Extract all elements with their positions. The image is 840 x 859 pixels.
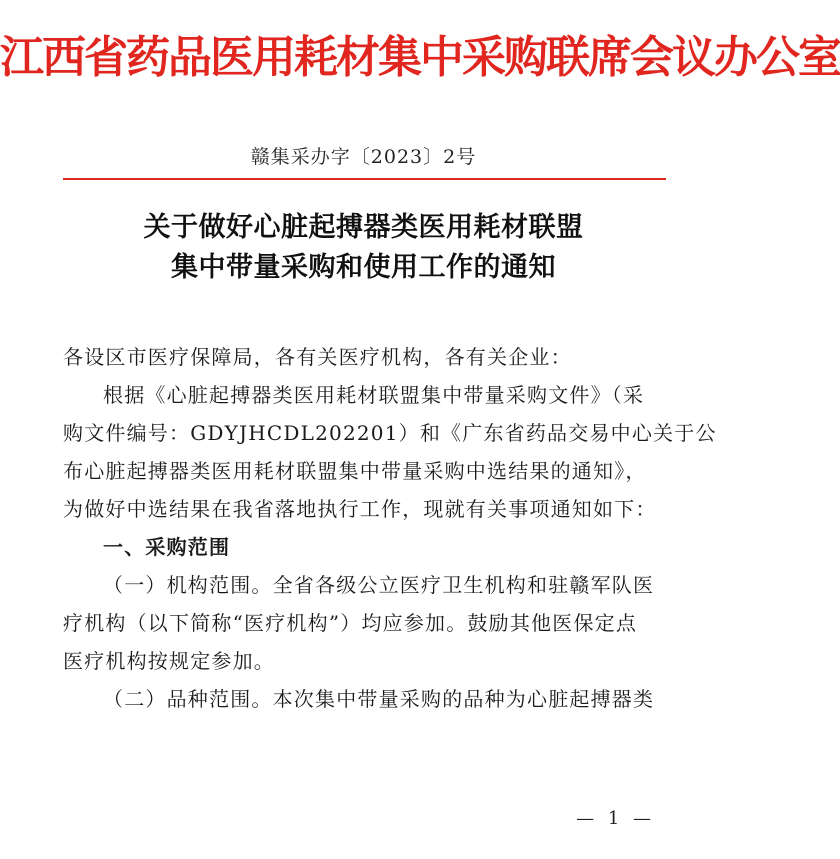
notice-title-line-2: 集中带量采购和使用工作的通知 <box>171 252 556 283</box>
notice-title-line-1: 关于做好心脏起搏器类医用耗材联盟 <box>143 212 584 243</box>
paragraph-1-line: 购文件编号：GDYJHCDL202201）和《广东省药品交易中心关于公 <box>63 421 717 445</box>
red-separator-line <box>63 178 666 180</box>
paragraph-2-line: 医疗机构按规定参加。 <box>63 649 275 673</box>
notice-title <box>0 208 727 288</box>
paragraph-3-line: （二）品种范围。本次集中带量采购的品种为心脏起搏器类 <box>103 687 655 711</box>
paragraph-1-line: 根据《心脏起搏器类医用耗材联盟集中带量采购文件》（采 <box>103 383 645 407</box>
paragraph-1-line: 为做好中选结果在我省落地执行工作，现就有关事项通知如下： <box>63 497 657 521</box>
section-heading: 一、采购范围 <box>103 535 231 559</box>
document-number: 赣集采办字〔2023〕2号 <box>250 146 477 168</box>
paragraph-2-line: 疗机构（以下简称“医疗机构”）均应参加。鼓励其他医保定点 <box>63 611 638 635</box>
addressee-line: 各设区市医疗保障局，各有关医疗机构，各有关企业： <box>63 345 572 369</box>
letterhead-title: 江西省药品医用耗材集中采购联席会议办公室 <box>0 32 840 83</box>
document-body <box>63 338 717 718</box>
page-number: — 1 — <box>576 808 655 829</box>
paragraph-1-line: 布心脏起搏器类医用耗材联盟集中带量采购中选结果的通知》， <box>63 459 647 483</box>
paragraph-2-line: （一）机构范围。全省各级公立医疗卫生机构和驻赣军队医 <box>103 573 655 597</box>
